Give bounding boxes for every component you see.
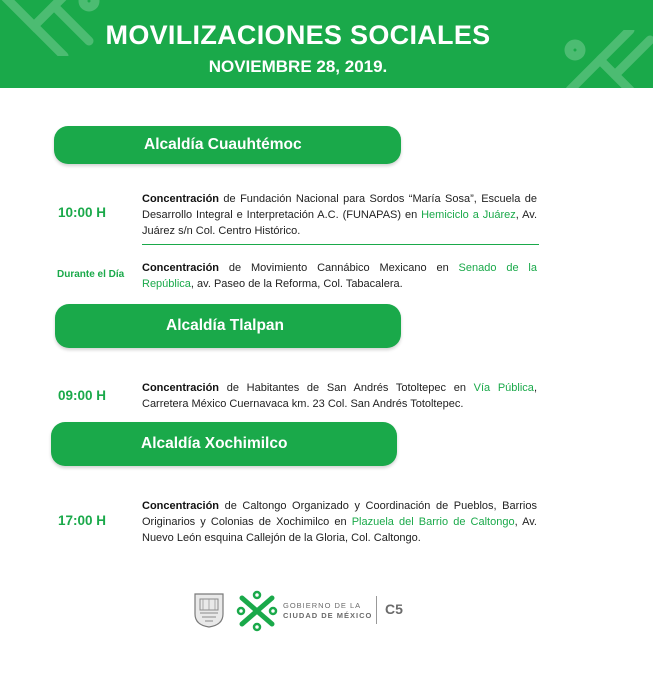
event-text: , Av. Juárez s/n Col. Centro Histórico. [142, 209, 538, 237]
event-text: , Av. Nuevo León esquina Callejón de la Gloria, Col. Caltongo. [142, 516, 537, 544]
event-text: de Movimiento Cannábico Mexicano en [219, 262, 459, 274]
event-text: de Caltongo Organizado y Coordinación de Pueblos, Barrios Originarios y Colonias de Xochimilco en [142, 500, 537, 528]
event-text: , av. Paseo de la Reforma, Col. Tabacalera. [190, 278, 403, 290]
agency-logo-text: C5 [385, 601, 403, 617]
section-header-label: Alcaldía Tlalpan [166, 317, 285, 334]
page-date: NOVIEMBRE 28, 2019. [208, 57, 388, 76]
government-name: GOBIERNO DE LA [283, 601, 362, 610]
section-header-label: Alcaldía Cuauhtémoc [144, 136, 302, 153]
header-banner [0, 0, 653, 88]
event-description [142, 498, 537, 546]
event-type: Concentración [142, 193, 220, 205]
page-title: MOVILIZACIONES SOCIALES [105, 20, 491, 50]
event-time: 17:00 H [58, 513, 107, 528]
event-place: Senado de la República [142, 262, 537, 290]
coat-of-arms-icon [192, 592, 226, 628]
event-time: 10:00 H [58, 205, 107, 220]
event-place: Hemiciclo a Juárez [421, 209, 516, 221]
event-description [142, 260, 537, 292]
event-time: Durante el Día [57, 269, 125, 280]
section-header-xochimilco [51, 422, 397, 466]
event-type: Concentración [142, 500, 220, 512]
event-text: de Fundación Nacional para Sordos “María Sosa”, Escuela de Desarrollo Integral e Interpretación A.C. (FUNAPAS) en [142, 193, 537, 221]
footer-separator [376, 596, 377, 624]
event-divider [142, 244, 539, 245]
section-header-tlalpan [55, 304, 401, 348]
event-place: Plazuela del Barrio de Caltongo [351, 516, 515, 528]
event-time: 09:00 H [58, 388, 107, 403]
event-text: , Carretera México Cuernavaca km. 23 Col. San Andrés Totoltepec. [142, 382, 537, 410]
section-header-cuauhtemoc [54, 126, 401, 164]
section-header-label: Alcaldía Xochimilco [141, 435, 288, 452]
government-name: CIUDAD DE MÉXICO [283, 611, 373, 620]
cdmx-logo-icon [236, 590, 278, 632]
event-type: Concentración [142, 382, 220, 394]
event-description [142, 191, 537, 239]
event-place: Vía Pública [473, 382, 534, 394]
event-description [142, 380, 537, 412]
event-type: Concentración [142, 262, 220, 274]
event-text: de Habitantes de San Andrés Totoltepec en [219, 382, 474, 394]
